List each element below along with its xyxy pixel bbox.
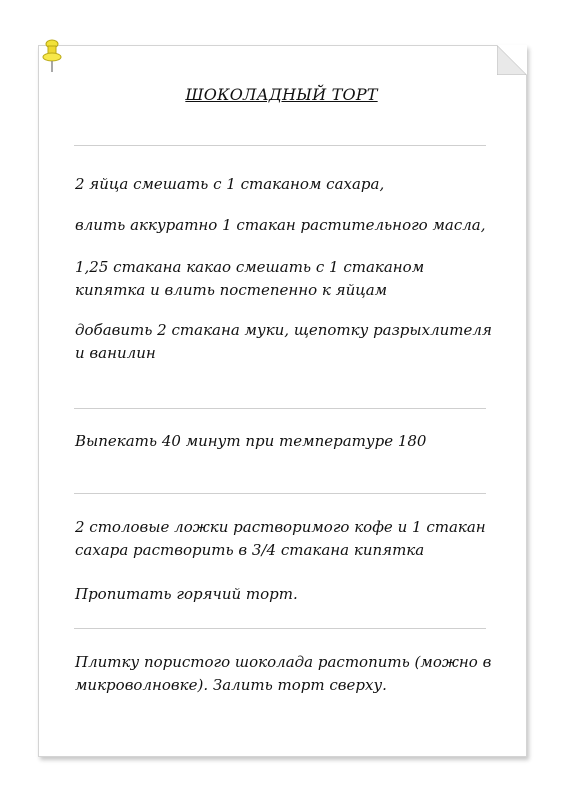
recipe-title: ШОКОЛАДНЫЙ ТОРТ bbox=[185, 85, 378, 104]
dough-step-4: добавить 2 стакана муки, щепотку разрыхлителя и ванилин bbox=[75, 321, 492, 362]
divider bbox=[74, 628, 486, 629]
divider bbox=[74, 408, 486, 409]
baking-step: Выпекать 40 минут при температуре 180 bbox=[75, 432, 427, 450]
divider bbox=[74, 493, 486, 494]
push-pin-icon bbox=[40, 38, 64, 74]
dough-step-2: влить аккуратно 1 стакан растительного масла, bbox=[75, 216, 486, 234]
dough-step-1: 2 яйца смешать с 1 стаканом сахара, bbox=[75, 175, 385, 193]
page-curl-icon bbox=[497, 45, 527, 75]
soak-step-2: Пропитать горячий торт. bbox=[75, 585, 298, 603]
divider bbox=[74, 145, 486, 146]
soak-step-1: 2 столовые ложки растворимого кофе и 1 стакан сахара растворить в 3/4 стакана кипятка bbox=[75, 518, 486, 559]
recipe-document bbox=[38, 45, 525, 755]
dough-step-3: 1,25 стакана какао смешать с 1 стаканом кипятка и влить постепенно к яйцам bbox=[75, 258, 425, 299]
glaze-step: Плитку пористого шоколада растопить (можно в микроволновке). Залить торт сверху. bbox=[75, 653, 492, 694]
